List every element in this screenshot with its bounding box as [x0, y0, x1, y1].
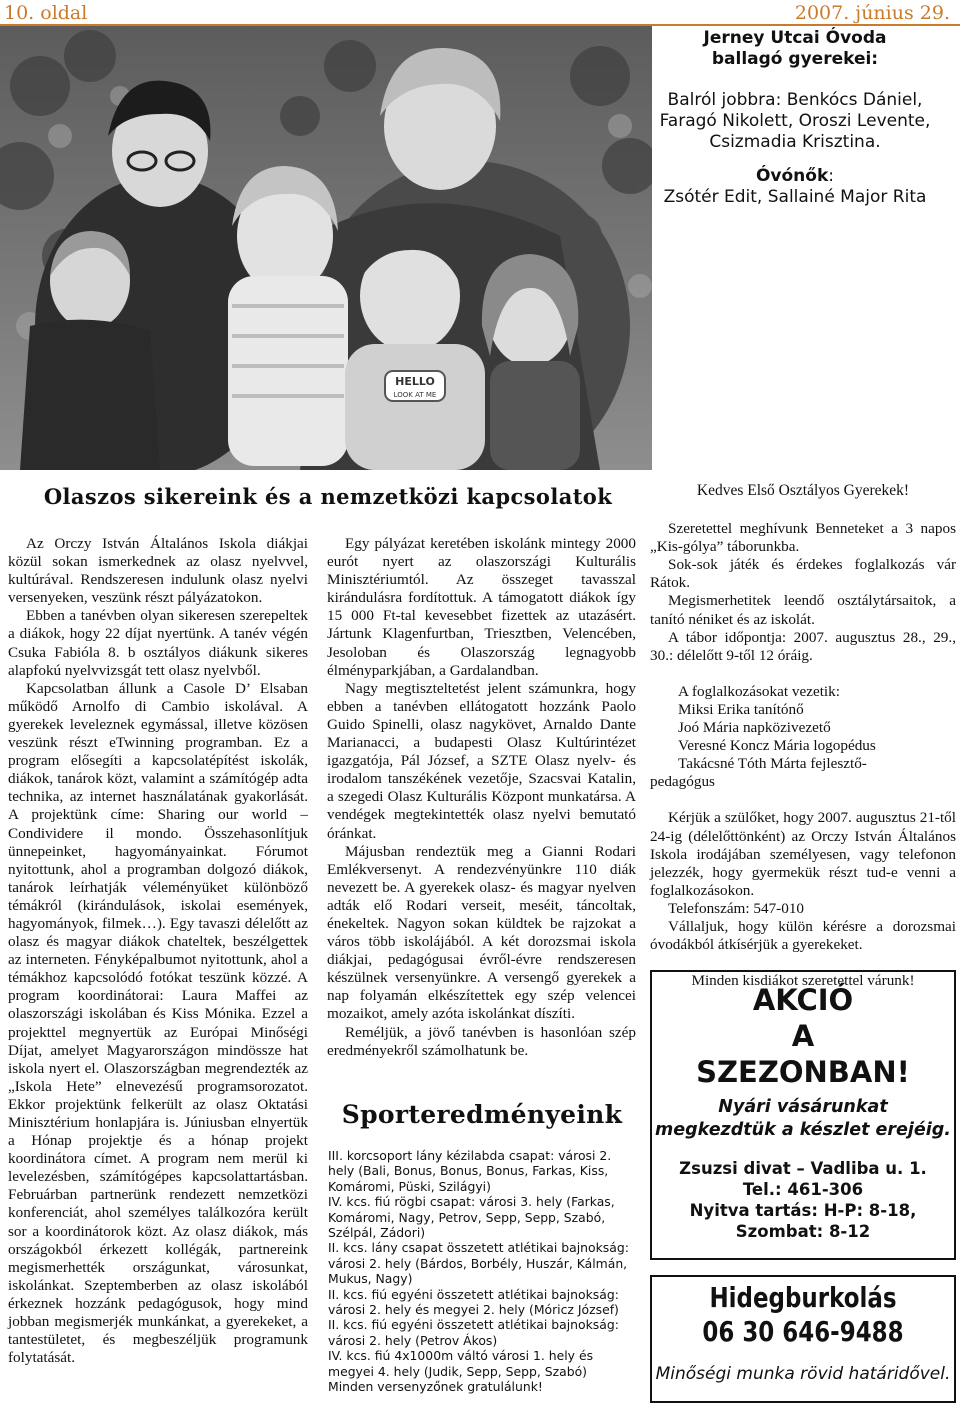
- article-paragraph: Az Orczy István Általános Iskola diákjai közül sokan ismerkednek az olasz nyelvvel, kultúrával. Rendszeresen indulunk olasz nyelvi versenyeken, veszünk részt pályázatokon.: [8, 535, 308, 607]
- ad-akcio-italic1: Nyári vásárunkat: [718, 1097, 888, 1117]
- article-paragraph: Ebben a tanévben olyan sikeresen szerepeltek a diákok, hogy 22 díjat nyertünk. A tanév végén Csuka Fabióla 8. b osztályos diákunk sikeres alapfokú nyelvvizsgát tett olasz nyelvből.: [8, 607, 308, 679]
- sport-result-line: II. kcs. fiú egyéni összetett atlétikai bajnokság: városi 2. hely és megyei 2. hely (Móricz József): [328, 1286, 619, 1318]
- ad-hideg-slogan: Minőségi munka rövid határidővel.: [655, 1364, 951, 1384]
- ad-akcio-line2: A: [791, 1019, 815, 1053]
- caption-teachers: [630, 166, 960, 208]
- article-paragraph: Nagy megtiszteltetést jelent számunkra, hogy ebben a tanévben ellátogatott hozzánk Paolo Guido Spinelli, olasz nagykövet, Arnaldo Dante Marianacci, a budapesti Olasz Kultúrintézet igazgatója, Pál József, a SZTE Olasz nyelv- és irodalom tanszékének vezetője, Szacsvai Katalin, a szegedi Olasz Kulturális Központ munkatársa. A vendégek megtekintették olasz nyelvi bemutató óránkat.: [327, 679, 636, 842]
- invitation-closing: Minden kisdiákot szeretettel várunk!: [691, 972, 915, 990]
- ad-akcio-hours2: Szombat: 8-12: [735, 1222, 871, 1241]
- caption-teachers-label: Óvónők: [755, 166, 829, 186]
- ad-akcio-line1: AKCIÓ: [752, 983, 854, 1017]
- invitation-greeting: Kedves Első Osztályos Gyerekek!: [696, 482, 910, 499]
- sport-result-line: II. kcs. fiú egyéni összetett atlétikai bajnokság: városi 2. hely (Petrov Ákos): [328, 1317, 619, 1348]
- caption-names-line3: Csizmadia Krisztina.: [709, 132, 881, 152]
- article-column-2: [327, 535, 636, 1060]
- article-heading: Olaszos sikereink és a nemzetközi kapcsolatok: [43, 484, 613, 509]
- sport-result-line: II. kcs. lány csapat összetett atlétikai bajnokság: városi 2. hely (Bárdos, Borbély, Huszár, Kálmán, Mukus, Nagy): [328, 1240, 629, 1287]
- ad-akcio-box: [650, 970, 956, 1260]
- ad-hideg-phone: 06 30 646-9488: [702, 1315, 904, 1348]
- group-photo: [0, 26, 652, 470]
- caption-title: [630, 28, 960, 70]
- article-paragraph: Májusban rendeztük meg a Gianni Rodari Emlékversenyt. A rendezvényünkre 110 diák nevezett be. A gyerekek olasz- és magyar nyelven adták elő Rodari verseit, meséit, táncoltak, énekeltek. Nagyon sokan küldtek be rajzokat a város több iskolájából. A két dorozsmai iskola diákjai, pedagógusai évről-évre rendszeresen készülnek versenyünkre. A versengő gyerekek a nap folyamán elkészítettek egy szép velencei mozaikot, amely azóta iskolánkat díszíti.: [327, 842, 636, 1023]
- invitation-paragraph: Szeretettel meghívunk Benneteket a 3 napos „Kis-gólya” táborunkba.: [650, 520, 956, 556]
- invitation-leader: Joó Mária napközivezető: [678, 719, 831, 737]
- shirt-print-2: LOOK AT ME: [393, 391, 437, 399]
- issue-date: 2007. június 29.: [794, 2, 950, 24]
- article-paragraph: Kapcsolatban állunk a Casole D’ Elsaban működő Arnolfo di Cambio iskolával. A gyerekek leveleznek egymással, illetve közösen veszünk részt eTwinning programban. Ez a program elősegíti a kapcsolatépítést iskolák, diákok, tanárok közt, valamint a számítógép adta technika, az internet használatának gyakorlását. A projektünk címe: Sharing our world – Condividere il mondo. Összehasonlítjuk ünnepeinket, hagyományainkat. Fórumot nyitottunk, ahol a programban dolgozó diákok, tanárok leírhatják véleményüket különböző témákról (kirándulások, iskolai események, hagyományok, filmek…). Egy tavaszi délelőtt az olasz és magyar diákok chateltek, beszélgettek az interneten. Fényképalbumot nyitottunk, ahol a témákhoz kapcsolódó fotókat teszünk közzé. A program koordinátorai: Laura Maffei az olaszországi iskolában és Kiss Mónika. Ezzel a projekttel megnyertük az Európai Minőségi Díjat, amelyet Magyarországon mindössze hat iskola nyert el. Olaszországban megrendezték az „Iskola Hete” elnevezésű programsorozatot. Ekkor projektünk felkerült az olasz Oktatási Minisztérium honlapjára is. Júniusban elnyertük a Hónap projektje és a hónap projekt koordinátora címet. A program nem merül ki levelezésben, számítógépes kapcsolattartásban. Februárban partnerünk rendezett nemzetközi konferenciát, ahol személyes találkozóra került sor a koordinátorok közt. Az olasz diákok, más országokból érkezett kollégák, partnereink megismerhették országunkat, városunkat, iskolánkat. Szeptemberben az olasz iskolából érkeznek hozzánk pedagógusok, hogy mind jobban megismerjék munkánkat, a gyerekeket, a tantestületet, és megbeszéljük programunk folytatását.: [8, 679, 308, 1367]
- invitation-leaders-intro: A foglalkozásokat vezetik:: [678, 682, 840, 700]
- invitation-column: [650, 482, 956, 990]
- ad-akcio-line3: SZEZONBAN!: [696, 1055, 910, 1089]
- article-paragraph: Egy pályázat keretében iskolánk mintegy 2000 eurót nyert az olaszországi Kulturális Minisztériumtól. Az összeget tavasszal kirándulásra fordítottuk. A támogatott diákok így 15 000 Ft-tal kevesebbet fizettek az utazásért. Jártunk Klagenfurtban, Triesztben, Velencében, Jesoloban és Olaszország legnagyobb élményparkjában, a Gardalandban.: [327, 535, 636, 679]
- caption-teachers-colon: :: [828, 166, 835, 186]
- caption-names-line1: Balról jobbra: Benkócs Dániel,: [667, 90, 923, 110]
- invitation-phone: Telefonszám: 547-010: [668, 899, 805, 917]
- invitation-leader-cont: pedagógus: [650, 773, 715, 791]
- article-paragraph: Reméljük, a jövő tanévben is hasonlóan szép eredményekről számolhatunk be.: [327, 1023, 636, 1059]
- caption-teachers-names: Zsótér Edit, Sallainé Major Rita: [663, 187, 927, 207]
- ad-akcio-italic2: megkezdtük a készlet erejéig.: [655, 1120, 951, 1140]
- invitation-leader: Veresné Koncz Mária logopédus: [678, 737, 876, 755]
- sport-result-line: III. korcsoport lány kézilabda csapat: városi 2. hely (Bali, Bonus, Bonus, Bonus, Farkas, Kiss, Komáromi, Püski, Szilágyi): [328, 1148, 612, 1194]
- invitation-paragraph: Vállaljuk, hogy külön kérésre a dorozsmai óvodákból átkísérjük a gyerekeket.: [650, 917, 956, 954]
- caption-title-line1: Jerney Utcai Óvoda: [703, 28, 887, 48]
- article-column-1: [8, 535, 308, 1367]
- invitation-paragraph: A tábor időpontja: 2007. augusztus 28., 29., 30.: délelőtt 9-től 12 óráig.: [650, 628, 956, 664]
- invitation-leader: Miksi Erika tanítónő: [678, 700, 804, 718]
- invitation-leader: Takácsné Tóth Márta fejlesztő-: [678, 755, 867, 773]
- shirt-print-1: HELLO: [395, 375, 435, 388]
- ad-akcio-hours1: Nyitva tartás: H-P: 8-18,: [689, 1201, 917, 1220]
- caption-names: [630, 90, 960, 153]
- page-number: 10. oldal: [4, 2, 88, 24]
- invitation-paragraph: Sok-sok játék és érdekes foglalkozás vár Rátok.: [650, 556, 956, 592]
- caption-names-line2: Faragó Nikolett, Oroszi Levente,: [659, 111, 931, 131]
- sport-result-line: IV. kcs. fiú rögbi csapat: városi 3. hely (Farkas, Komáromi, Nagy, Petrov, Sepp, Sepp, Szabó, Szélpál, Zádori): [328, 1194, 615, 1241]
- sport-results: [328, 1148, 636, 1395]
- ad-akcio-tel: Tel.: 461-306: [742, 1180, 864, 1199]
- sport-heading: Sporteredményeink: [341, 1100, 623, 1129]
- ad-akcio-shop: Zsuzsi divat – Vadliba u. 1.: [679, 1159, 927, 1178]
- invitation-paragraph: Kérjük a szülőket, hogy 2007. augusztus 21-től 24-ig (délelőttönként) az Orczy István Általános Iskola irodájában személyesen, vagy telefonon jelezzék, hogy gyermekük részt tud-e venni a foglalkozásokon.: [650, 809, 956, 899]
- sport-result-line: IV. kcs. fiú 4x1000m váltó városi 1. hely és megyei 4. hely (Judik, Sepp, Sepp, Szabó): [328, 1348, 594, 1379]
- ad-hidegburkolas-box: [650, 1275, 956, 1403]
- invitation-paragraph: Megismerhetitek leendő osztálytársaitok, a tanító néniket és az iskolát.: [650, 592, 956, 628]
- ad-hideg-title: Hidegburkolás: [709, 1281, 897, 1314]
- sport-result-line: Minden versenyzőnek gratulálunk!: [328, 1379, 543, 1395]
- caption-title-line2: ballagó gyerekei:: [711, 49, 879, 69]
